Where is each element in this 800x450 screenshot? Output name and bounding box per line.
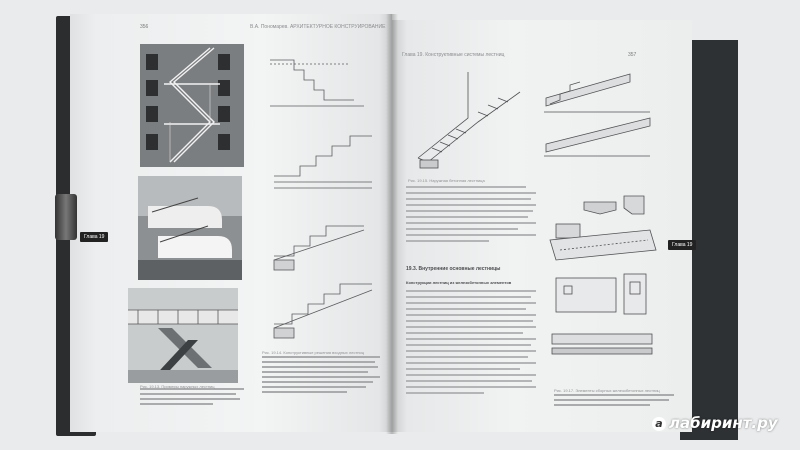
section-subheading: Конструкции лестниц из железобетонных элементов [406, 280, 512, 285]
left-page-number: 356 [140, 24, 149, 30]
photo-terrace-stair [128, 288, 238, 383]
chapter-tab-right: Глава 19 [668, 240, 696, 250]
figure-caption-right-top: Рис. 19.15. Наружная бетонная лестница [408, 178, 485, 183]
photo-caption: Рис. 19.13. Примеры наружных лестниц [140, 384, 215, 389]
section-heading: 19.3. Внутренние основные лестницы [406, 266, 501, 272]
photo-modernist-balconies [138, 176, 242, 280]
right-text-column-1 [406, 186, 536, 246]
photo-caption-block [140, 388, 244, 408]
right-text-column-2 [406, 290, 536, 398]
chapter-tab-left: Глава 19 [80, 232, 108, 242]
figure-caption-left: Рис. 19.14. Конструктивные решения входных лестниц [262, 350, 365, 355]
left-running-head: В.А. Пономарев. АРХИТЕКТУРНОЕ КОНСТРУИРОВАНИЕ [250, 24, 386, 30]
right-page-number: 357 [628, 52, 637, 58]
book-gutter [386, 14, 398, 434]
stair-section-drawings [264, 46, 384, 346]
labirint-watermark [652, 414, 778, 432]
right-running-head: Глава 19. Конструктивные системы лестниц [402, 52, 505, 58]
isometric-stair-drawing [408, 62, 528, 172]
figure-legend-block [262, 356, 380, 396]
figure-caption-right-bottom: Рис. 19.17. Элементы сборных железобетонных лестниц [554, 388, 660, 393]
precast-elements-drawings [540, 64, 670, 394]
labirint-logo-icon: a [652, 417, 666, 431]
watermark-text: лабиринт.ру [669, 414, 778, 432]
photo-exterior-stair-facade [140, 44, 244, 167]
figure-legend-right [554, 394, 674, 409]
page-clip [55, 194, 77, 240]
